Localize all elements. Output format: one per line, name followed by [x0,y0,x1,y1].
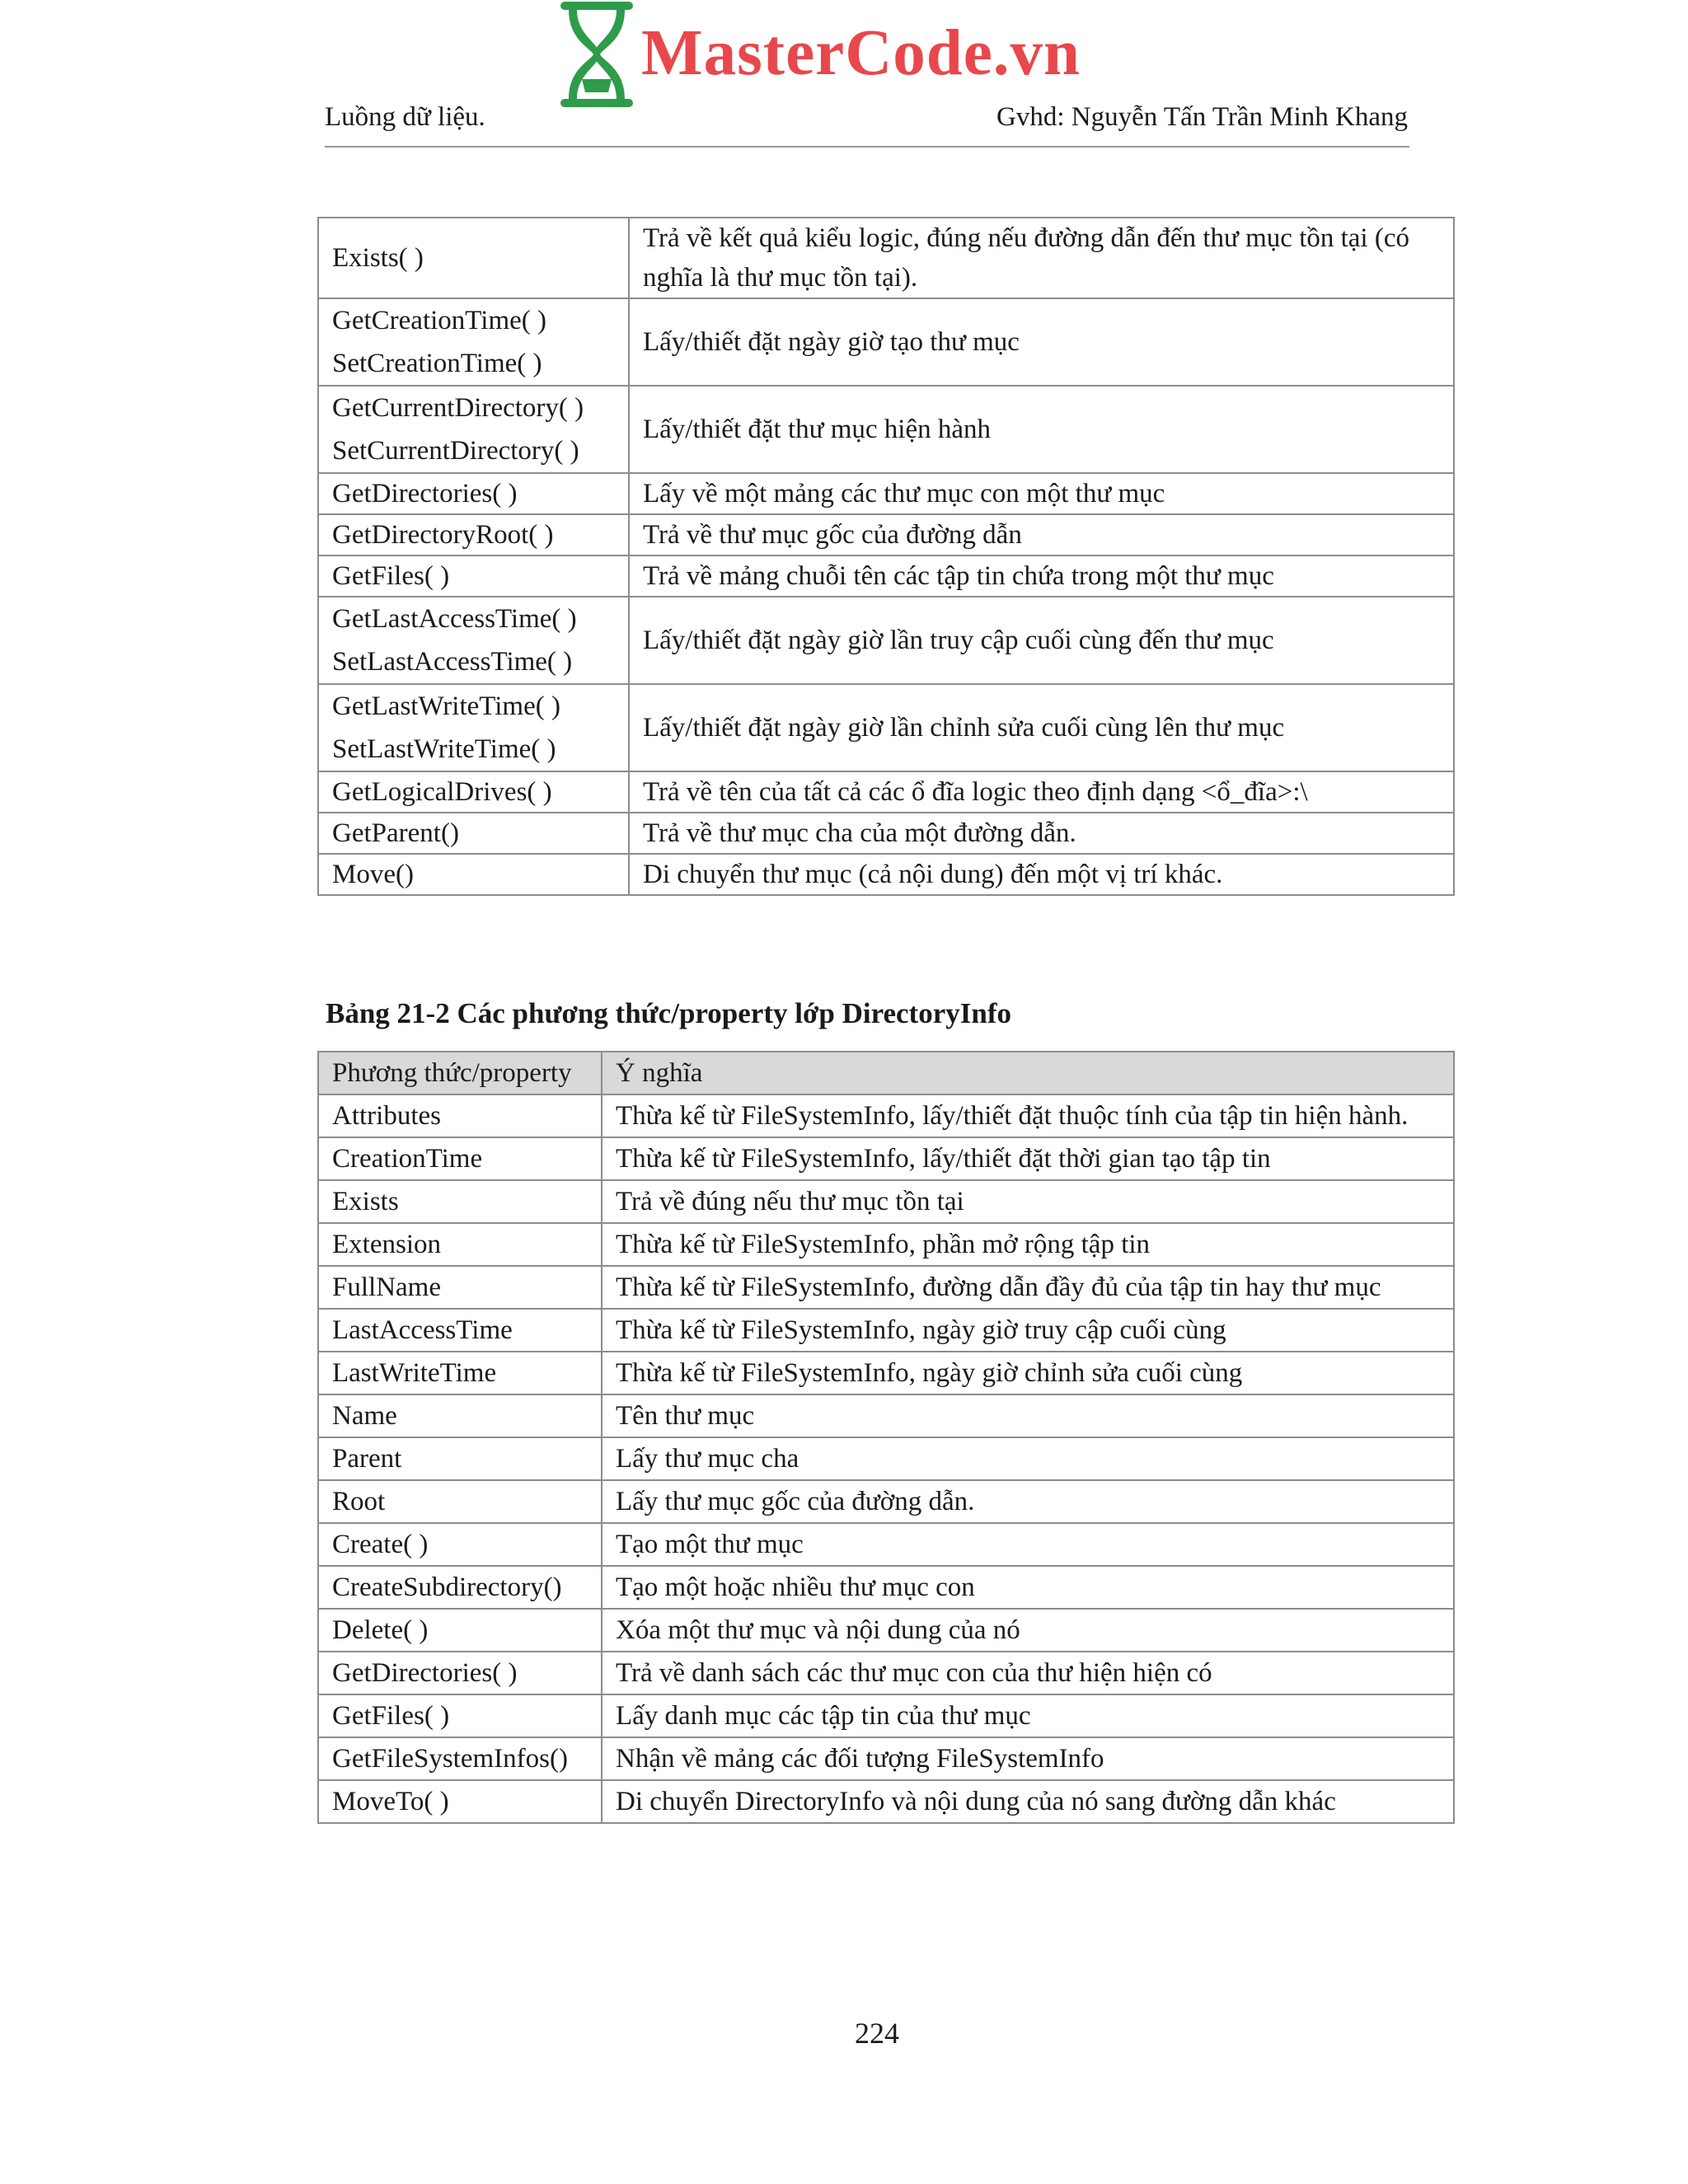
property-cell: Create( ) [318,1523,602,1566]
description-cell: Thừa kế từ FileSystemInfo, lấy/thiết đặt thuộc tính của tập tin hiện hành. [602,1094,1454,1137]
description-cell: Di chuyển thư mục (cả nội dung) đến một vị trí khác. [629,854,1454,895]
column-header-meaning: Ý nghĩa [602,1052,1454,1094]
property-cell: CreationTime [318,1137,602,1180]
table-row [318,218,1454,298]
mastercode-logo [557,0,1101,109]
description-cell: Tạo một hoặc nhiều thư mục con [602,1566,1454,1609]
description-cell: Thừa kế từ FileSystemInfo, lấy/thiết đặt thời gian tạo tập tin [602,1137,1454,1180]
property-cell: MoveTo( ) [318,1780,602,1823]
description-cell: Lấy về một mảng các thư mục con một thư mục [629,473,1454,514]
method-cell: GetLastWriteTime( ) SetLastWriteTime( ) [318,684,629,771]
directory-methods-table [317,217,1455,896]
description-cell: Thừa kế từ FileSystemInfo, ngày giờ truy cập cuối cùng [602,1309,1454,1352]
hourglass-icon [557,0,636,109]
description-cell: Trả về thư mục cha của một đường dẫn. [629,813,1454,854]
table-row [318,684,1454,771]
method-cell: GetDirectories( ) [318,473,629,514]
method-cell: GetFiles( ) [318,555,629,597]
property-cell: Root [318,1480,602,1523]
description-cell: Lấy danh mục các tập tin của thư mục [602,1694,1454,1737]
table-row [318,1480,1454,1523]
property-cell: Exists [318,1180,602,1223]
table-row [318,1352,1454,1394]
description-cell: Lấy thư mục gốc của đường dẫn. [602,1480,1454,1523]
method-cell: GetLastAccessTime( ) SetLastAccessTime( ) [318,597,629,684]
table-row [318,1609,1454,1652]
description-cell: Trả về thư mục gốc của đường dẫn [629,514,1454,555]
description-cell: Trả về kết quả kiểu logic, đúng nếu đường dẫn đến thư mục tồn tại (có nghĩa là thư mục tồn tại). [629,218,1454,298]
header-divider [325,146,1409,148]
description-cell: Trả về mảng chuỗi tên các tập tin chứa trong một thư mục [629,555,1454,597]
table-row [318,771,1454,813]
table-row [318,555,1454,597]
table-row [318,1266,1454,1309]
header-chapter-title: Luồng dữ liệu. [325,102,485,132]
table-row [318,597,1454,684]
table-row [318,473,1454,514]
description-cell: Thừa kế từ FileSystemInfo, phần mở rộng tập tin [602,1223,1454,1266]
column-header-method: Phương thức/property [318,1052,602,1094]
description-cell: Tạo một thư mục [602,1523,1454,1566]
table-row [318,1780,1454,1823]
table-row [318,1523,1454,1566]
logo-text: MasterCode.vn [641,17,1081,89]
method-cell: GetParent() [318,813,629,854]
property-cell: GetDirectories( ) [318,1652,602,1694]
description-cell: Xóa một thư mục và nội dung của nó [602,1609,1454,1652]
property-cell: GetFiles( ) [318,1694,602,1737]
table-row [318,1223,1454,1266]
property-cell: Parent [318,1437,602,1480]
table-row [318,1094,1454,1137]
description-cell: Nhận về mảng các đối tượng FileSystemInfo [602,1737,1454,1780]
property-cell: Attributes [318,1094,602,1137]
table-row [318,1566,1454,1609]
method-cell: GetDirectoryRoot( ) [318,514,629,555]
table-row [318,298,1454,386]
property-cell: Delete( ) [318,1609,602,1652]
description-cell: Tên thư mục [602,1394,1454,1437]
description-cell: Trả về danh sách các thư mục con của thư hiện hiện có [602,1652,1454,1694]
property-cell: CreateSubdirectory() [318,1566,602,1609]
description-cell: Lấy/thiết đặt thư mục hiện hành [629,386,1454,473]
description-cell: Lấy/thiết đặt ngày giờ tạo thư mục [629,298,1454,386]
property-cell: LastWriteTime [318,1352,602,1394]
table-row [318,1437,1454,1480]
description-cell: Lấy/thiết đặt ngày giờ lần chỉnh sửa cuối cùng lên thư mục [629,684,1454,771]
table-caption: Bảng 21-2 Các phương thức/property lớp DirectoryInfo [326,997,1011,1029]
table-row [318,1737,1454,1780]
directoryinfo-table [317,1051,1455,1824]
table-row [318,1309,1454,1352]
method-cell: GetLogicalDrives( ) [318,771,629,813]
property-cell: Name [318,1394,602,1437]
table-row [318,1652,1454,1694]
description-cell: Lấy/thiết đặt ngày giờ lần truy cập cuối cùng đến thư mục [629,597,1454,684]
table-row [318,1694,1454,1737]
description-cell: Trả về đúng nếu thư mục tồn tại [602,1180,1454,1223]
description-cell: Thừa kế từ FileSystemInfo, đường dẫn đầy đủ của tập tin hay thư mục [602,1266,1454,1309]
table-row [318,1180,1454,1223]
table-row [318,1394,1454,1437]
description-cell: Thừa kế từ FileSystemInfo, ngày giờ chỉnh sửa cuối cùng [602,1352,1454,1394]
table-row [318,813,1454,854]
method-cell: Exists( ) [318,218,629,298]
description-cell: Di chuyển DirectoryInfo và nội dung của nó sang đường dẫn khác [602,1780,1454,1823]
page-number: 224 [855,2017,899,2050]
header-instructor: Gvhd: Nguyễn Tấn Trần Minh Khang [996,102,1408,132]
table-row [318,1137,1454,1180]
property-cell: LastAccessTime [318,1309,602,1352]
method-cell: Move() [318,854,629,895]
property-cell: GetFileSystemInfos() [318,1737,602,1780]
table-row [318,514,1454,555]
table-row [318,854,1454,895]
description-cell: Trả về tên của tất cả các ổ đĩa logic theo định dạng <ổ_đĩa>:\ [629,771,1454,813]
description-cell: Lấy thư mục cha [602,1437,1454,1480]
property-cell: FullName [318,1266,602,1309]
table-row [318,386,1454,473]
table-header-row [318,1052,1454,1094]
method-cell: GetCurrentDirectory( ) SetCurrentDirectory( ) [318,386,629,473]
method-cell: GetCreationTime( ) SetCreationTime( ) [318,298,629,386]
property-cell: Extension [318,1223,602,1266]
